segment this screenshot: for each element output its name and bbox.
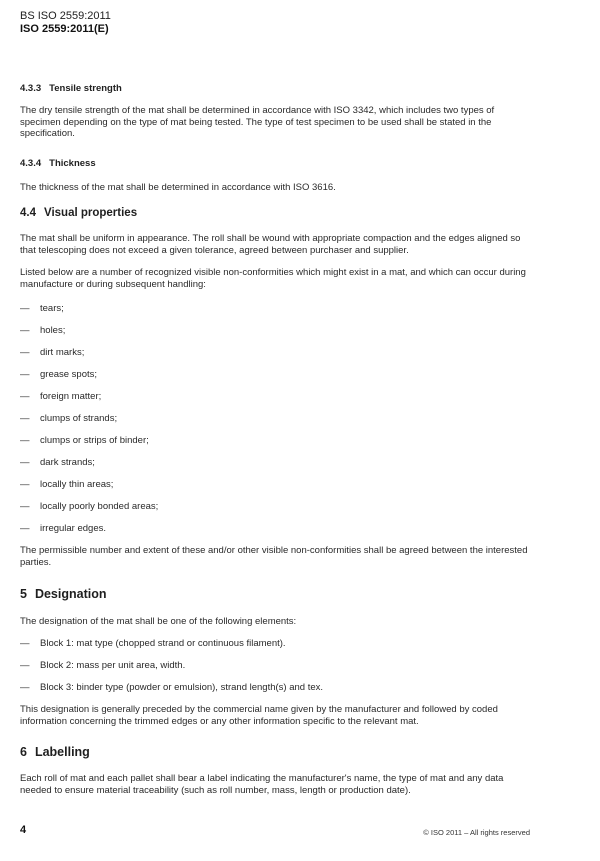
list-item: — Block 1: mat type (chopped strand or continuous filament). xyxy=(20,638,286,649)
paragraph-tensile-strength: The dry tensile strength of the mat shall be determined in accordance with ISO 3342, which includes two types of specimen depending on the type of mat being tested. The type of test specimen to be used shall be stated in the specification. xyxy=(20,105,495,139)
list-item: — dark strands; xyxy=(20,457,95,468)
paragraph-labelling: Each roll of mat and each pallet shall bear a label indicating the manufacturer's name, the type of mat and any data needed to ensure material traceability (such as roll number, mass, length or production date). xyxy=(20,773,504,796)
heading-number: 4.3.3 xyxy=(20,83,42,94)
page-number: 4 xyxy=(20,824,27,836)
heading-number: 4.4 xyxy=(20,207,36,219)
heading-title: Thickness xyxy=(49,158,96,169)
list-item: — clumps of strands; xyxy=(20,413,118,424)
list-item: — tears; xyxy=(20,303,64,314)
heading-title: Designation xyxy=(34,587,107,601)
heading-4-3-4 xyxy=(20,158,96,170)
header-standard-iso: ISO 2559:2011(E) xyxy=(20,23,109,35)
heading-number: 6 xyxy=(20,745,27,759)
list-item: — Block 3: binder type (powder or emulsion), strand length(s) and tex. xyxy=(20,682,324,693)
heading-number: 4.3.4 xyxy=(20,158,42,169)
heading-title: Visual properties xyxy=(44,207,138,219)
list-item: — grease spots; xyxy=(20,369,98,380)
heading-6 xyxy=(20,747,90,759)
heading-4-4 xyxy=(20,208,137,220)
heading-title: Tensile strength xyxy=(49,83,122,94)
page-header xyxy=(20,10,111,36)
paragraph-designation-detail: This designation is generally preceded by the commercial name given by the manufacturer and followed by coded information concerning the trimmed edges or any other information specific to the relevant mat. xyxy=(20,704,498,727)
list-item: — holes; xyxy=(20,325,66,336)
paragraph-nonconformities-intro: Listed below are a number of recognized visible non-conformities which might exist in a mat, and which can occur during manufacture or during subsequent handling: xyxy=(20,267,526,290)
copyright-notice: © ISO 2011 – All rights reserved xyxy=(423,828,530,837)
paragraph-designation-intro: The designation of the mat shall be one of the following elements: xyxy=(20,616,297,627)
header-standard-bs: BS ISO 2559:2011 xyxy=(20,10,111,22)
list-item: — locally poorly bonded areas; xyxy=(20,501,159,512)
paragraph-nonconformities-agreement: The permissible number and extent of these and/or other visible non-conformities shall be agreed between the interested parties. xyxy=(20,545,528,568)
heading-4-3-3 xyxy=(20,83,122,95)
list-item: — clumps or strips of binder; xyxy=(20,435,149,446)
paragraph-thickness: The thickness of the mat shall be determined in accordance with ISO 3616. xyxy=(20,182,336,193)
list-item: — foreign matter; xyxy=(20,391,102,402)
heading-title: Labelling xyxy=(34,745,90,759)
heading-number: 5 xyxy=(20,587,27,601)
paragraph-visual-uniform: The mat shall be uniform in appearance. The roll shall be wound with appropriate compaction and the edges aligned so that telescoping does not exceed a given tolerance, agreed between purchaser and supplier. xyxy=(20,233,521,256)
list-item: — dirt marks; xyxy=(20,347,85,358)
heading-5 xyxy=(20,589,107,601)
list-item: — Block 2: mass per unit area, width. xyxy=(20,660,186,671)
list-item: — locally thin areas; xyxy=(20,479,114,490)
list-item: — irregular edges. xyxy=(20,523,107,534)
